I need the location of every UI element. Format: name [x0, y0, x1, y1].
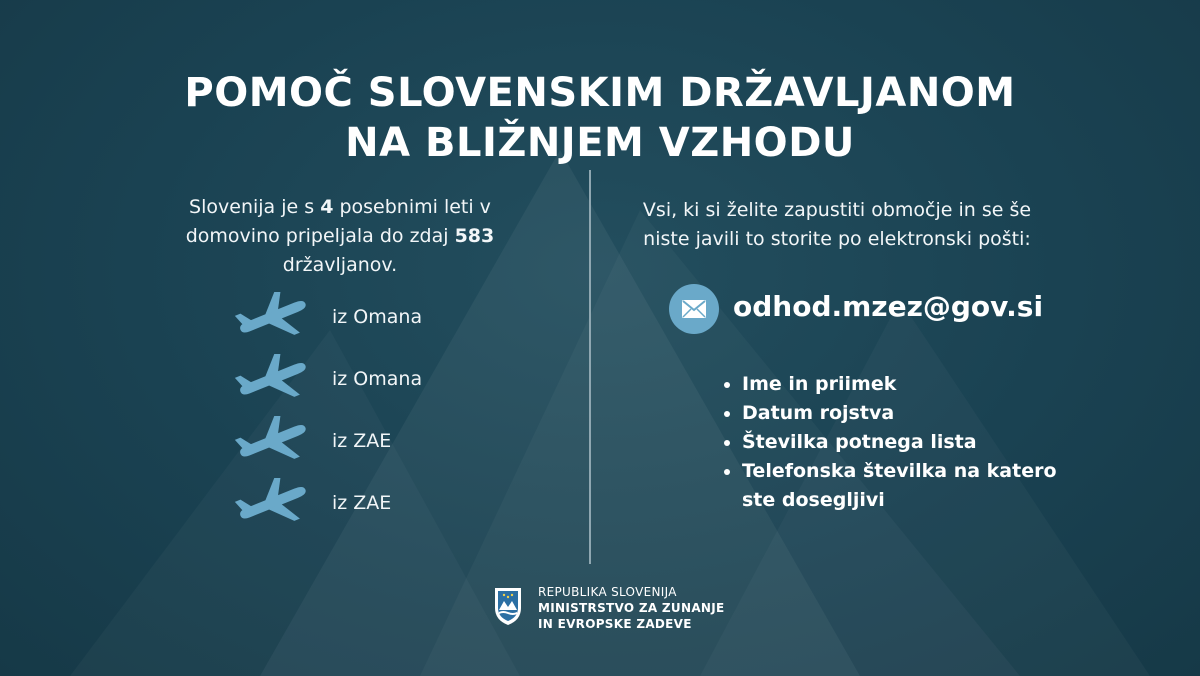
summary-text-2: posebnimi leti v domovino pripeljala do zdaj [185, 196, 491, 247]
country-name: REPUBLIKA SLOVENIJA [538, 585, 677, 599]
list-item: • Ime in priimek [742, 370, 1062, 399]
flight-item [232, 292, 532, 342]
list-item: • Datum rojstva [742, 399, 1062, 428]
required-info-list [718, 370, 1062, 515]
contact-instructions: Vsi, ki si želite zapustiti območje in se še niste javili to storite po elektronski pošti: [642, 199, 1032, 250]
title-line-1: POMOČ SLOVENSKIM DRŽAVLJANOM [184, 70, 1016, 116]
repatriation-summary [150, 193, 530, 280]
flight-item [232, 354, 532, 404]
title-line-2: NA BLIŽNJEM VZHODU [345, 120, 855, 166]
flight-item [232, 416, 532, 466]
envelope-icon [669, 284, 719, 334]
list-item: • Številka potnega lista [742, 428, 1062, 457]
page-title [0, 68, 1200, 168]
ministry-line-1: MINISTRSTVO ZA ZUNANJE [538, 601, 725, 615]
list-item: • Telefonska številka na katero ste dosegljivi [742, 457, 1062, 515]
flight-item [232, 478, 532, 528]
flight-origin: iz ZAE [332, 430, 392, 452]
ministry-name [538, 584, 725, 632]
ministry-footer [492, 584, 752, 640]
airplane-icon [232, 354, 312, 404]
flight-origin: iz ZAE [332, 492, 392, 514]
airplane-icon [232, 292, 312, 342]
flight-origin: iz Omana [332, 306, 423, 328]
summary-text-1: Slovenija je s [189, 196, 321, 218]
coat-of-arms-icon [492, 586, 524, 626]
email-contact [669, 284, 1089, 334]
airplane-icon [232, 478, 312, 528]
citizens-count: 583 [454, 225, 495, 247]
flight-count: 4 [320, 196, 334, 218]
column-divider [589, 170, 591, 564]
airplane-icon [232, 416, 312, 466]
summary-text-3: državljanov. [282, 254, 398, 276]
ministry-line-2: IN EVROPSKE ZADEVE [538, 617, 692, 631]
flight-origin: iz Omana [332, 368, 423, 390]
email-link[interactable]: odhod.mzez@gov.si [733, 290, 1044, 323]
